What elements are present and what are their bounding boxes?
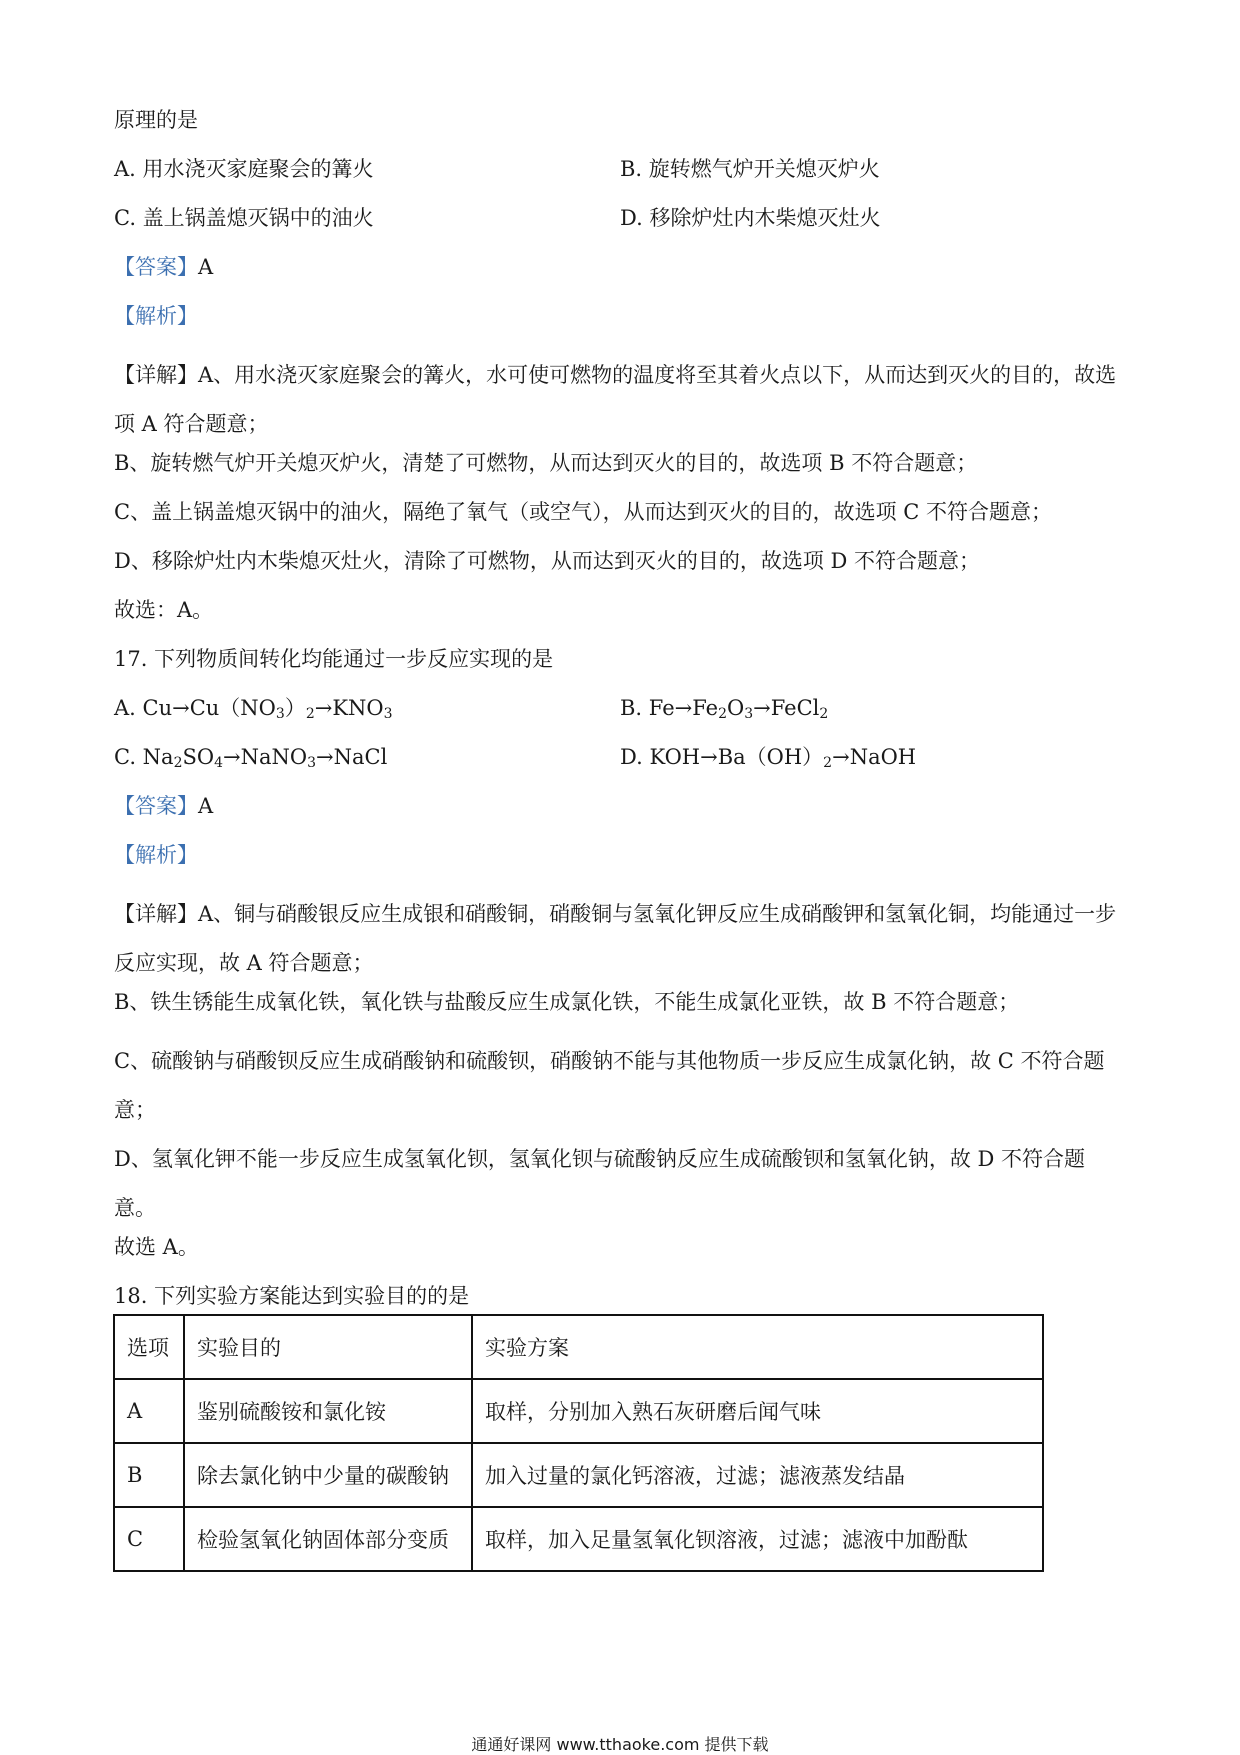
q17-option-b: B. $Fe\to Fe_2O_3\to FeCl_2$: [620, 696, 829, 722]
answer-value: A: [198, 255, 214, 279]
header-cell: 实验方案: [472, 1315, 1043, 1379]
q17-detail-2: B、铁生锈能生成氧化铁，氧化铁与盐酸反应生成氯化铁，不能生成氯化亚铁，故 B 不符合题意；: [114, 990, 1020, 1014]
answer-tag: 【答案】: [114, 255, 198, 279]
q16-analysis: [114, 302, 198, 330]
table-row: [114, 1507, 1043, 1571]
analysis-tag: 【解析】: [114, 304, 198, 328]
q16-detail-4: D、移除炉灶内木柴熄灭灶火，清除了可燃物，从而达到灭火的目的，故选项 D 不符合题意；: [114, 549, 981, 573]
answer-tag: 【答案】: [114, 794, 198, 818]
page-footer: 通通好课网 www.tthaoke.com 提供下载: [471, 1735, 769, 1754]
table-cell: 检验氢氧化钠固体部分变质: [184, 1507, 472, 1571]
table-header-row: [114, 1315, 1043, 1379]
table-cell: 除去氯化钠中少量的碳酸钠: [184, 1443, 472, 1507]
q16-detail-1: [114, 351, 1124, 449]
detail-tag: 【详解】: [114, 902, 198, 926]
detail-tag: 【详解】: [114, 363, 198, 387]
table-row: [114, 1443, 1043, 1507]
table-cell: 鉴别硫酸铵和氯化铵: [184, 1379, 472, 1443]
table-cell: 取样，分别加入熟石灰研磨后闻气味: [472, 1379, 1043, 1443]
table-cell: B: [114, 1443, 184, 1507]
q16-answer: [114, 253, 213, 281]
experiment-table: [113, 1314, 1044, 1572]
q16-conclusion: 故选：A。: [114, 598, 214, 622]
q16-detail-2: B、旋转燃气炉开关熄灭炉火，清楚了可燃物，从而达到灭火的目的，故选项 B 不符合题意；: [114, 451, 978, 475]
header-cell: 选项: [114, 1315, 184, 1379]
answer-value: A: [198, 794, 214, 818]
q16-option-c: C. 盖上锅盖熄灭锅中的油火: [114, 206, 374, 230]
table-cell: 加入过量的氯化钙溶液，过滤；滤液蒸发结晶: [472, 1443, 1043, 1507]
q18-stem: 18. 下列实验方案能达到实验目的的是: [114, 1284, 470, 1308]
q17-option-d: D. $KOH\to Ba(OH)_2\to NaOH$: [620, 745, 917, 771]
table-row: [114, 1379, 1043, 1443]
detail-text: A、用水浇灭家庭聚会的篝火，水可使可燃物的温度将至其着火点以下，从而达到灭火的目的，故选项 A 符合题意；: [114, 363, 1117, 436]
table-cell: C: [114, 1507, 184, 1571]
q17-analysis: [114, 841, 198, 869]
q16-option-a: A. 用水浇灭家庭聚会的篝火: [114, 157, 374, 181]
q16-detail-3: C、盖上锅盖熄灭锅中的油火，隔绝了氧气（或空气），从而达到灭火的目的，故选项 C 不符合题意；: [114, 500, 1052, 524]
q16-stem-tail: 原理的是: [114, 108, 198, 132]
q17-detail-4: D、氢氧化钾不能一步反应生成氢氧化钡，氢氧化钡与硫酸钠反应生成硫酸钡和氢氧化钠，故 D 不符合题意。: [114, 1147, 1086, 1220]
q17-stem: 17. 下列物质间转化均能通过一步反应实现的是: [114, 647, 554, 671]
q16-option-d: D. 移除炉灶内木柴熄灭灶火: [620, 206, 881, 230]
q17-conclusion: 故选 A。: [114, 1235, 199, 1259]
q17-option-c: C. $Na_2SO_4\to NaNO_3\to NaCl$: [114, 745, 388, 771]
detail-text: A、铜与硝酸银反应生成银和硝酸铜，硝酸铜与氢氧化钾反应生成硝酸钾和氢氧化铜，均能通过一步反应实现，故 A 符合题意；: [114, 902, 1117, 975]
q16-option-b: B. 旋转燃气炉开关熄灭炉火: [620, 157, 880, 181]
q17-option-a: A. $Cu\to Cu(NO_3)_2\to KNO_3$: [114, 696, 393, 722]
q17-answer: [114, 792, 213, 820]
analysis-tag: 【解析】: [114, 843, 198, 867]
table-cell: 取样，加入足量氢氧化钡溶液，过滤；滤液中加酚酞: [472, 1507, 1043, 1571]
header-cell: 实验目的: [184, 1315, 472, 1379]
q17-detail-1: [114, 890, 1124, 988]
q17-detail-3: C、硫酸钠与硝酸钡反应生成硝酸钠和硫酸钡，硝酸钠不能与其他物质一步反应生成氯化钠，故 C 不符合题意；: [114, 1049, 1105, 1122]
table-cell: A: [114, 1379, 184, 1443]
